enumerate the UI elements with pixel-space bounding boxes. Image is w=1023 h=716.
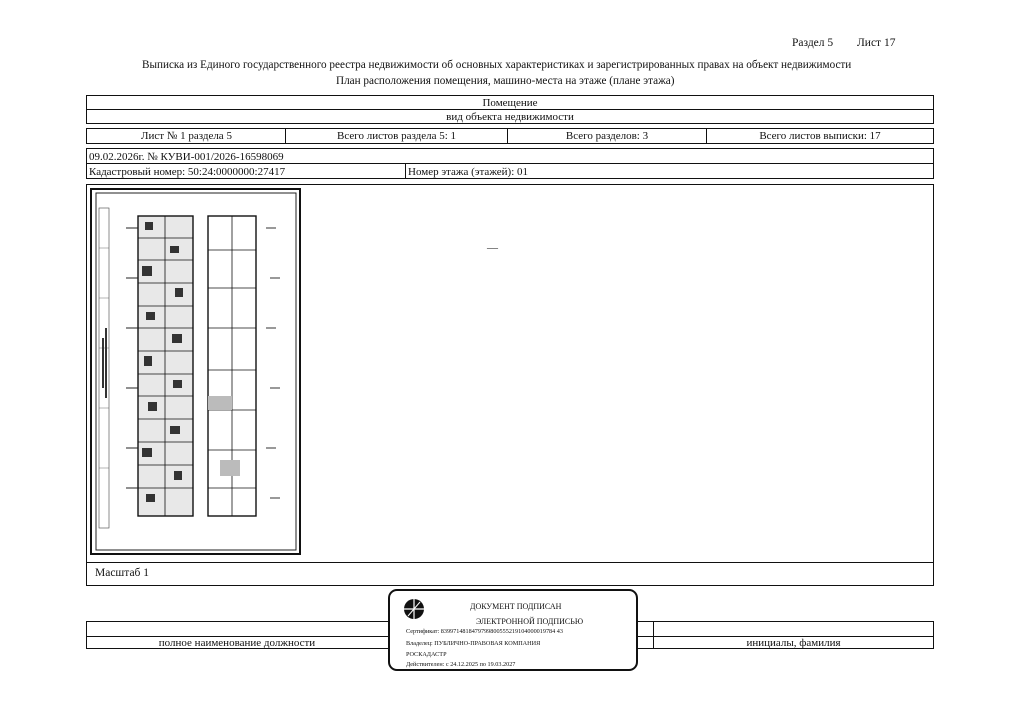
record-info (86, 148, 934, 179)
section-number: Раздел 5 (792, 37, 834, 49)
date-number: 09.02.2026г. № КУВИ-001/2026-16598069 (89, 150, 284, 163)
floor-number: Номер этажа (этажей): 01 (408, 165, 529, 178)
position-caption: полное наименование должности (158, 637, 316, 649)
floor-plan-area (86, 184, 934, 586)
dash-mark: — (487, 242, 498, 254)
cadastral-number: Кадастровый номер: 50:24:0000000:27417 (89, 165, 286, 178)
stamp-owner: Владелец: ПУБЛИЧНО-ПРАВОВАЯ КОМПАНИЯ (406, 640, 541, 647)
total-sections: Всего разделов: 3 (565, 130, 649, 142)
electronic-signature-stamp (388, 589, 638, 671)
stamp-certificate: Сертификат: 8399714818479799800555219104000019784 43 (406, 628, 563, 635)
sheet-of-section: Лист № 1 раздела 5 (141, 130, 232, 142)
name-caption: инициалы, фамилия (746, 637, 841, 649)
sheet-number: Лист 17 (857, 37, 896, 49)
object-type-value: Помещение (482, 97, 538, 109)
sheet-info-row (86, 128, 934, 144)
document-title: Выписка из Единого государственного реестра недвижимости об основных характеристиках и зарегистрированных правах на объект недвижимости (142, 59, 852, 71)
document-subtitle: План расположения помещения, машино-места на этаже (плане этажа) (336, 75, 675, 87)
stamp-line1: ДОКУМЕНТ ПОДПИСАН (470, 602, 562, 611)
floor-plan-image (90, 188, 302, 556)
stamp-emblem-icon (400, 596, 428, 622)
stamp-owner2: РОСКАДАСТР (406, 651, 447, 658)
object-type-box (86, 95, 934, 124)
scale-label: Масштаб 1 (95, 567, 150, 579)
stamp-line2: ЭЛЕКТРОННОЙ ПОДПИСЬЮ (476, 617, 584, 626)
total-sheets-section: Всего листов раздела 5: 1 (336, 130, 457, 142)
stamp-valid: Действителен: с 24.12.2025 по 19.03.2027 (406, 661, 516, 668)
total-sheets-extract: Всего листов выписки: 17 (759, 130, 881, 142)
object-type-caption: вид объекта недвижимости (446, 111, 574, 123)
